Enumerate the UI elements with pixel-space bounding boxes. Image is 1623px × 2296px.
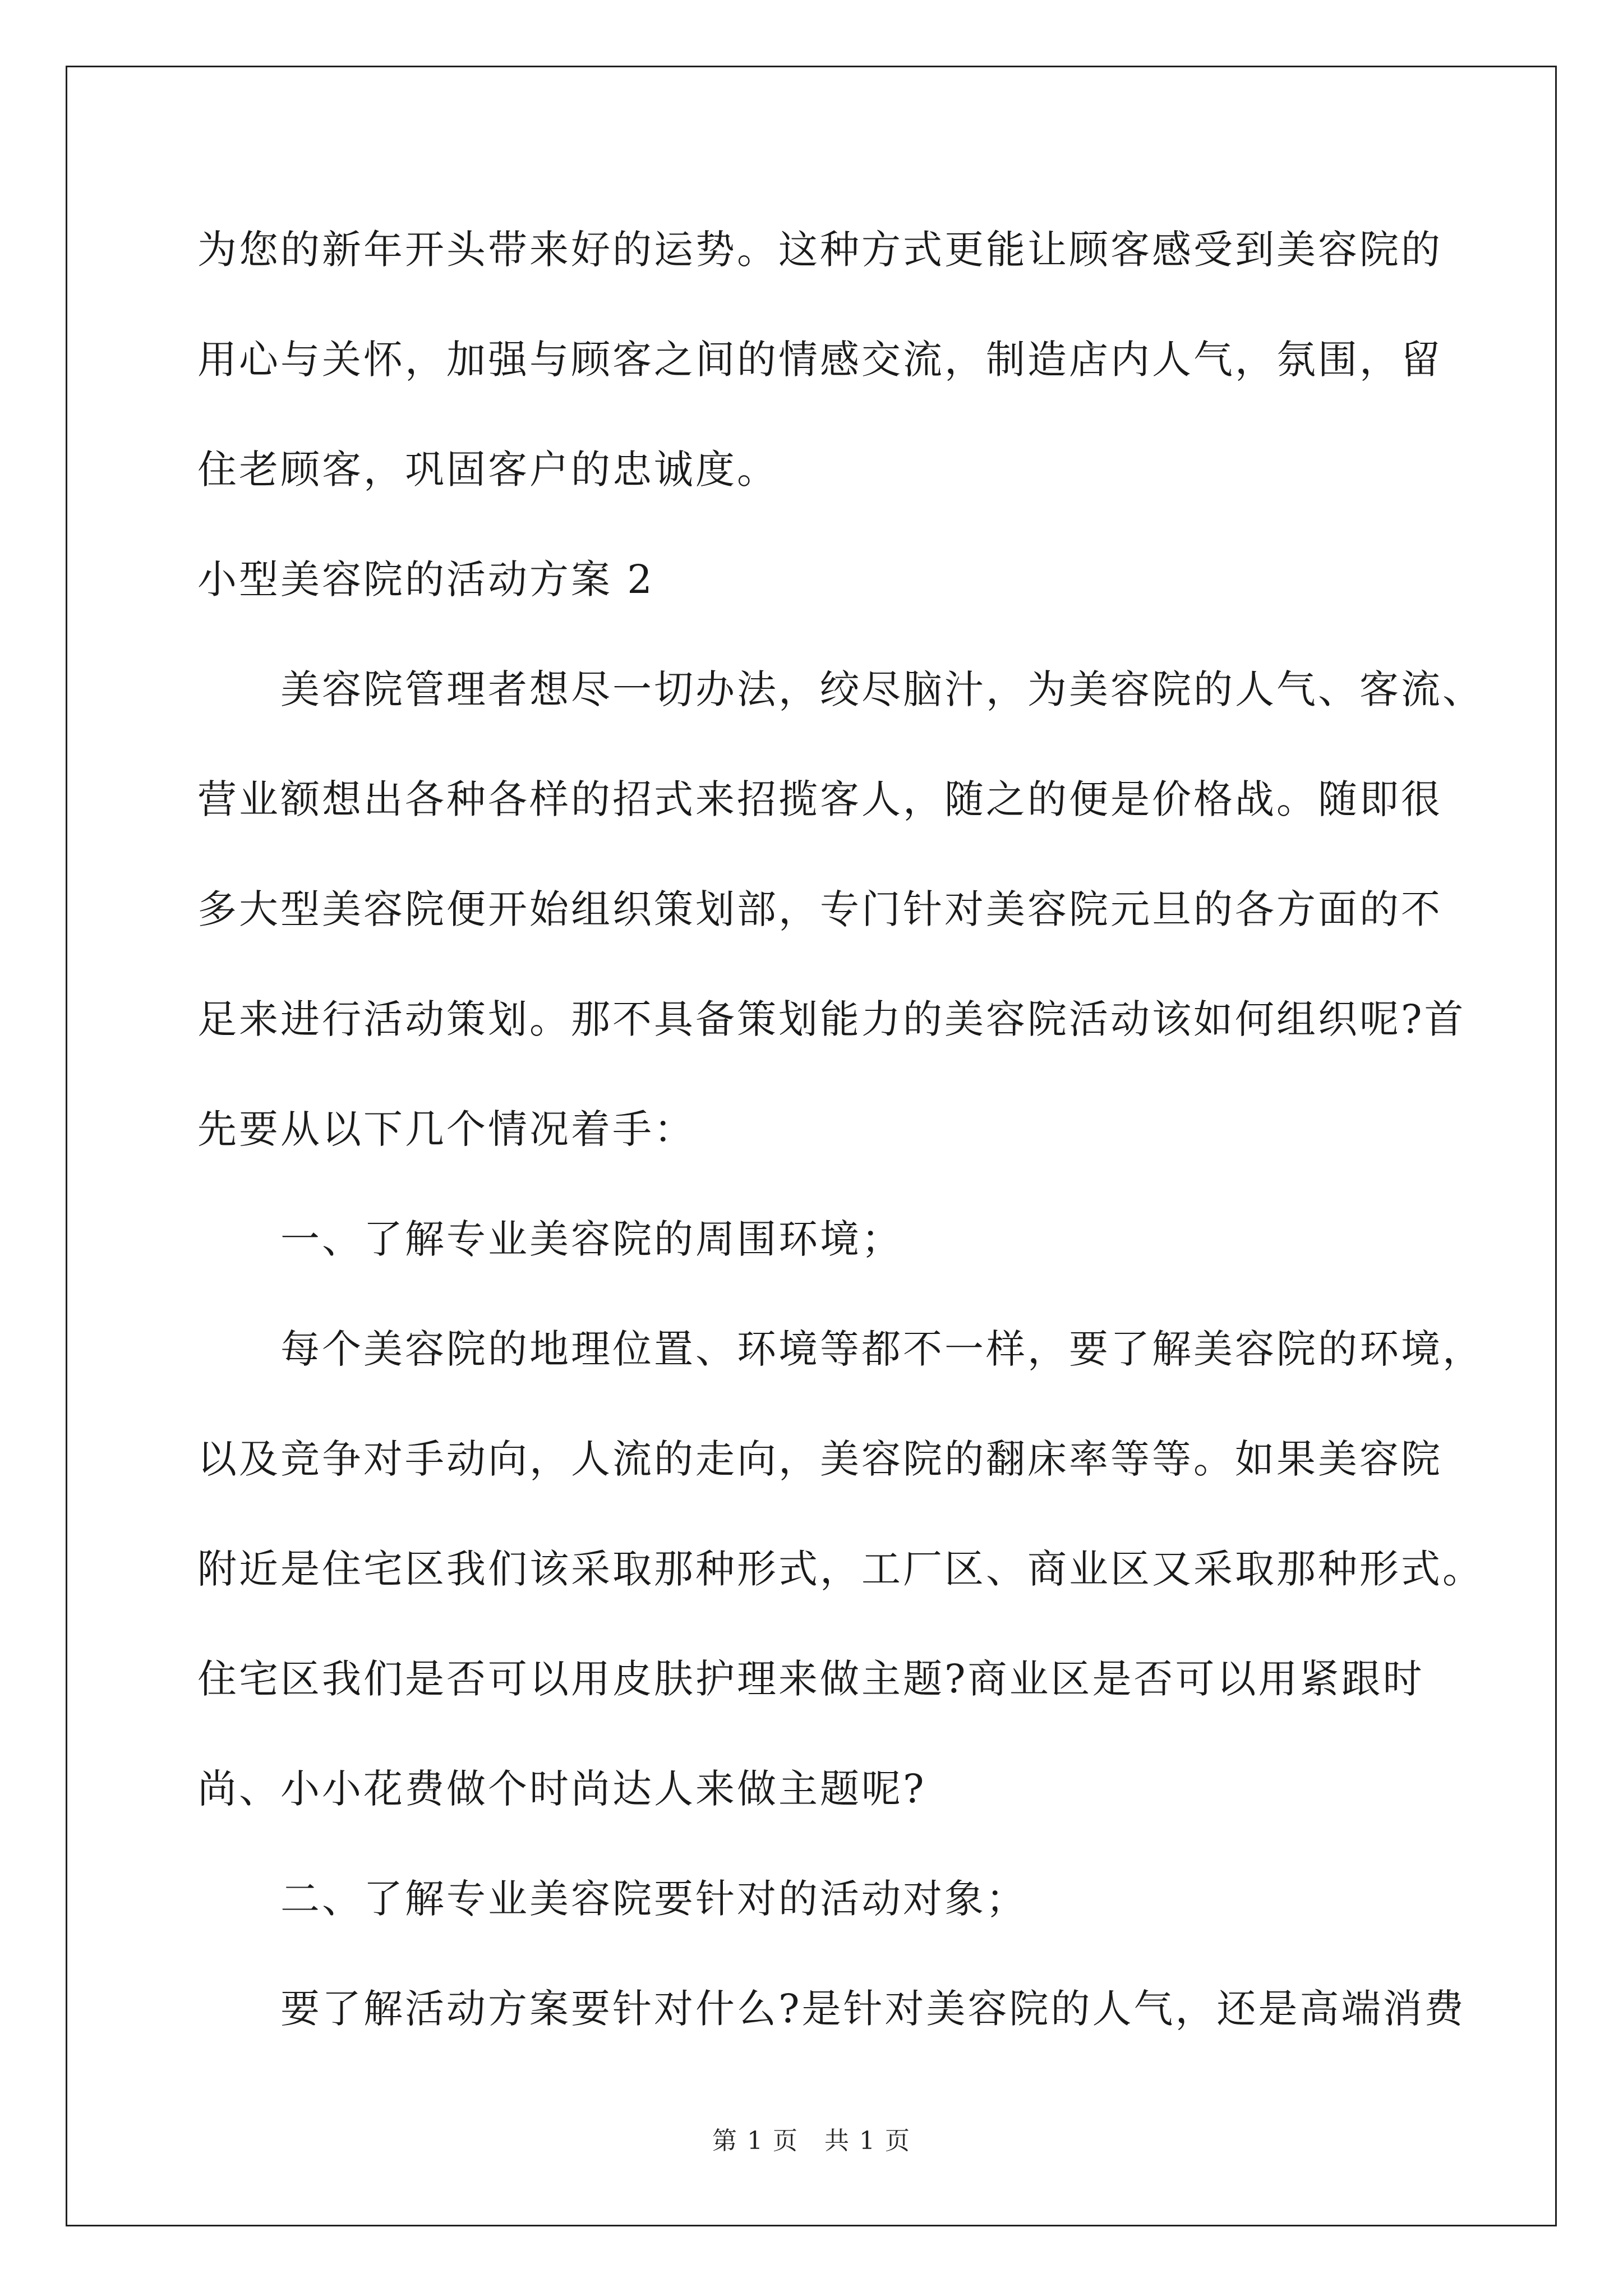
text-line-9: 先要从以下几个情况着手： bbox=[197, 1106, 695, 1152]
text-line-6: 营业额想出各种各样的招式来招揽客人，随之的便是价格战。随即很 bbox=[197, 776, 1442, 822]
text-line-7: 多大型美容院便开始组织策划部，专门针对美容院元旦的各方面的不 bbox=[197, 886, 1442, 932]
text-line-13: 附近是住宅区我们该采取那种形式，工厂区、商业区又采取那种形式。 bbox=[197, 1546, 1484, 1592]
text-line-14: 住宅区我们是否可以用皮肤护理来做主题?商业区是否可以用紧跟时 bbox=[197, 1656, 1424, 1702]
list-heading-2: 二、了解专业美容院要针对的活动对象； bbox=[197, 1876, 1027, 1922]
page-footer: 第 1 页 共 1 页 bbox=[712, 2127, 911, 2155]
text-line-12: 以及竞争对手动向，人流的走向，美容院的翻床率等等。如果美容院 bbox=[197, 1436, 1442, 1482]
list-heading-1: 一、了解专业美容院的周围环境； bbox=[197, 1216, 903, 1262]
text-line-17: 要了解活动方案要针对什么?是针对美容院的人气，还是高端消费 bbox=[197, 1986, 1466, 2032]
text-line-5: 美容院管理者想尽一切办法，绞尽脑汁，为美容院的人气、客流、 bbox=[197, 666, 1484, 712]
text-line-15: 尚、小小花费做个时尚达人来做主题呢? bbox=[197, 1766, 926, 1812]
text-line-2: 用心与关怀，加强与顾客之间的情感交流，制造店内人气，氛围，留 bbox=[197, 337, 1442, 383]
section-heading: 小型美容院的活动方案 2 bbox=[197, 556, 654, 602]
text-line-1: 为您的新年开头带来好的运势。这种方式更能让顾客感受到美容院的 bbox=[197, 227, 1442, 273]
text-line-3: 住老顾客，巩固客户的忠诚度。 bbox=[197, 447, 778, 493]
text-line-11: 每个美容院的地理位置、环境等都不一样，要了解美容院的环境， bbox=[197, 1326, 1484, 1372]
text-line-8: 足来进行活动策划。那不具备策划能力的美容院活动该如何组织呢?首 bbox=[197, 996, 1466, 1042]
